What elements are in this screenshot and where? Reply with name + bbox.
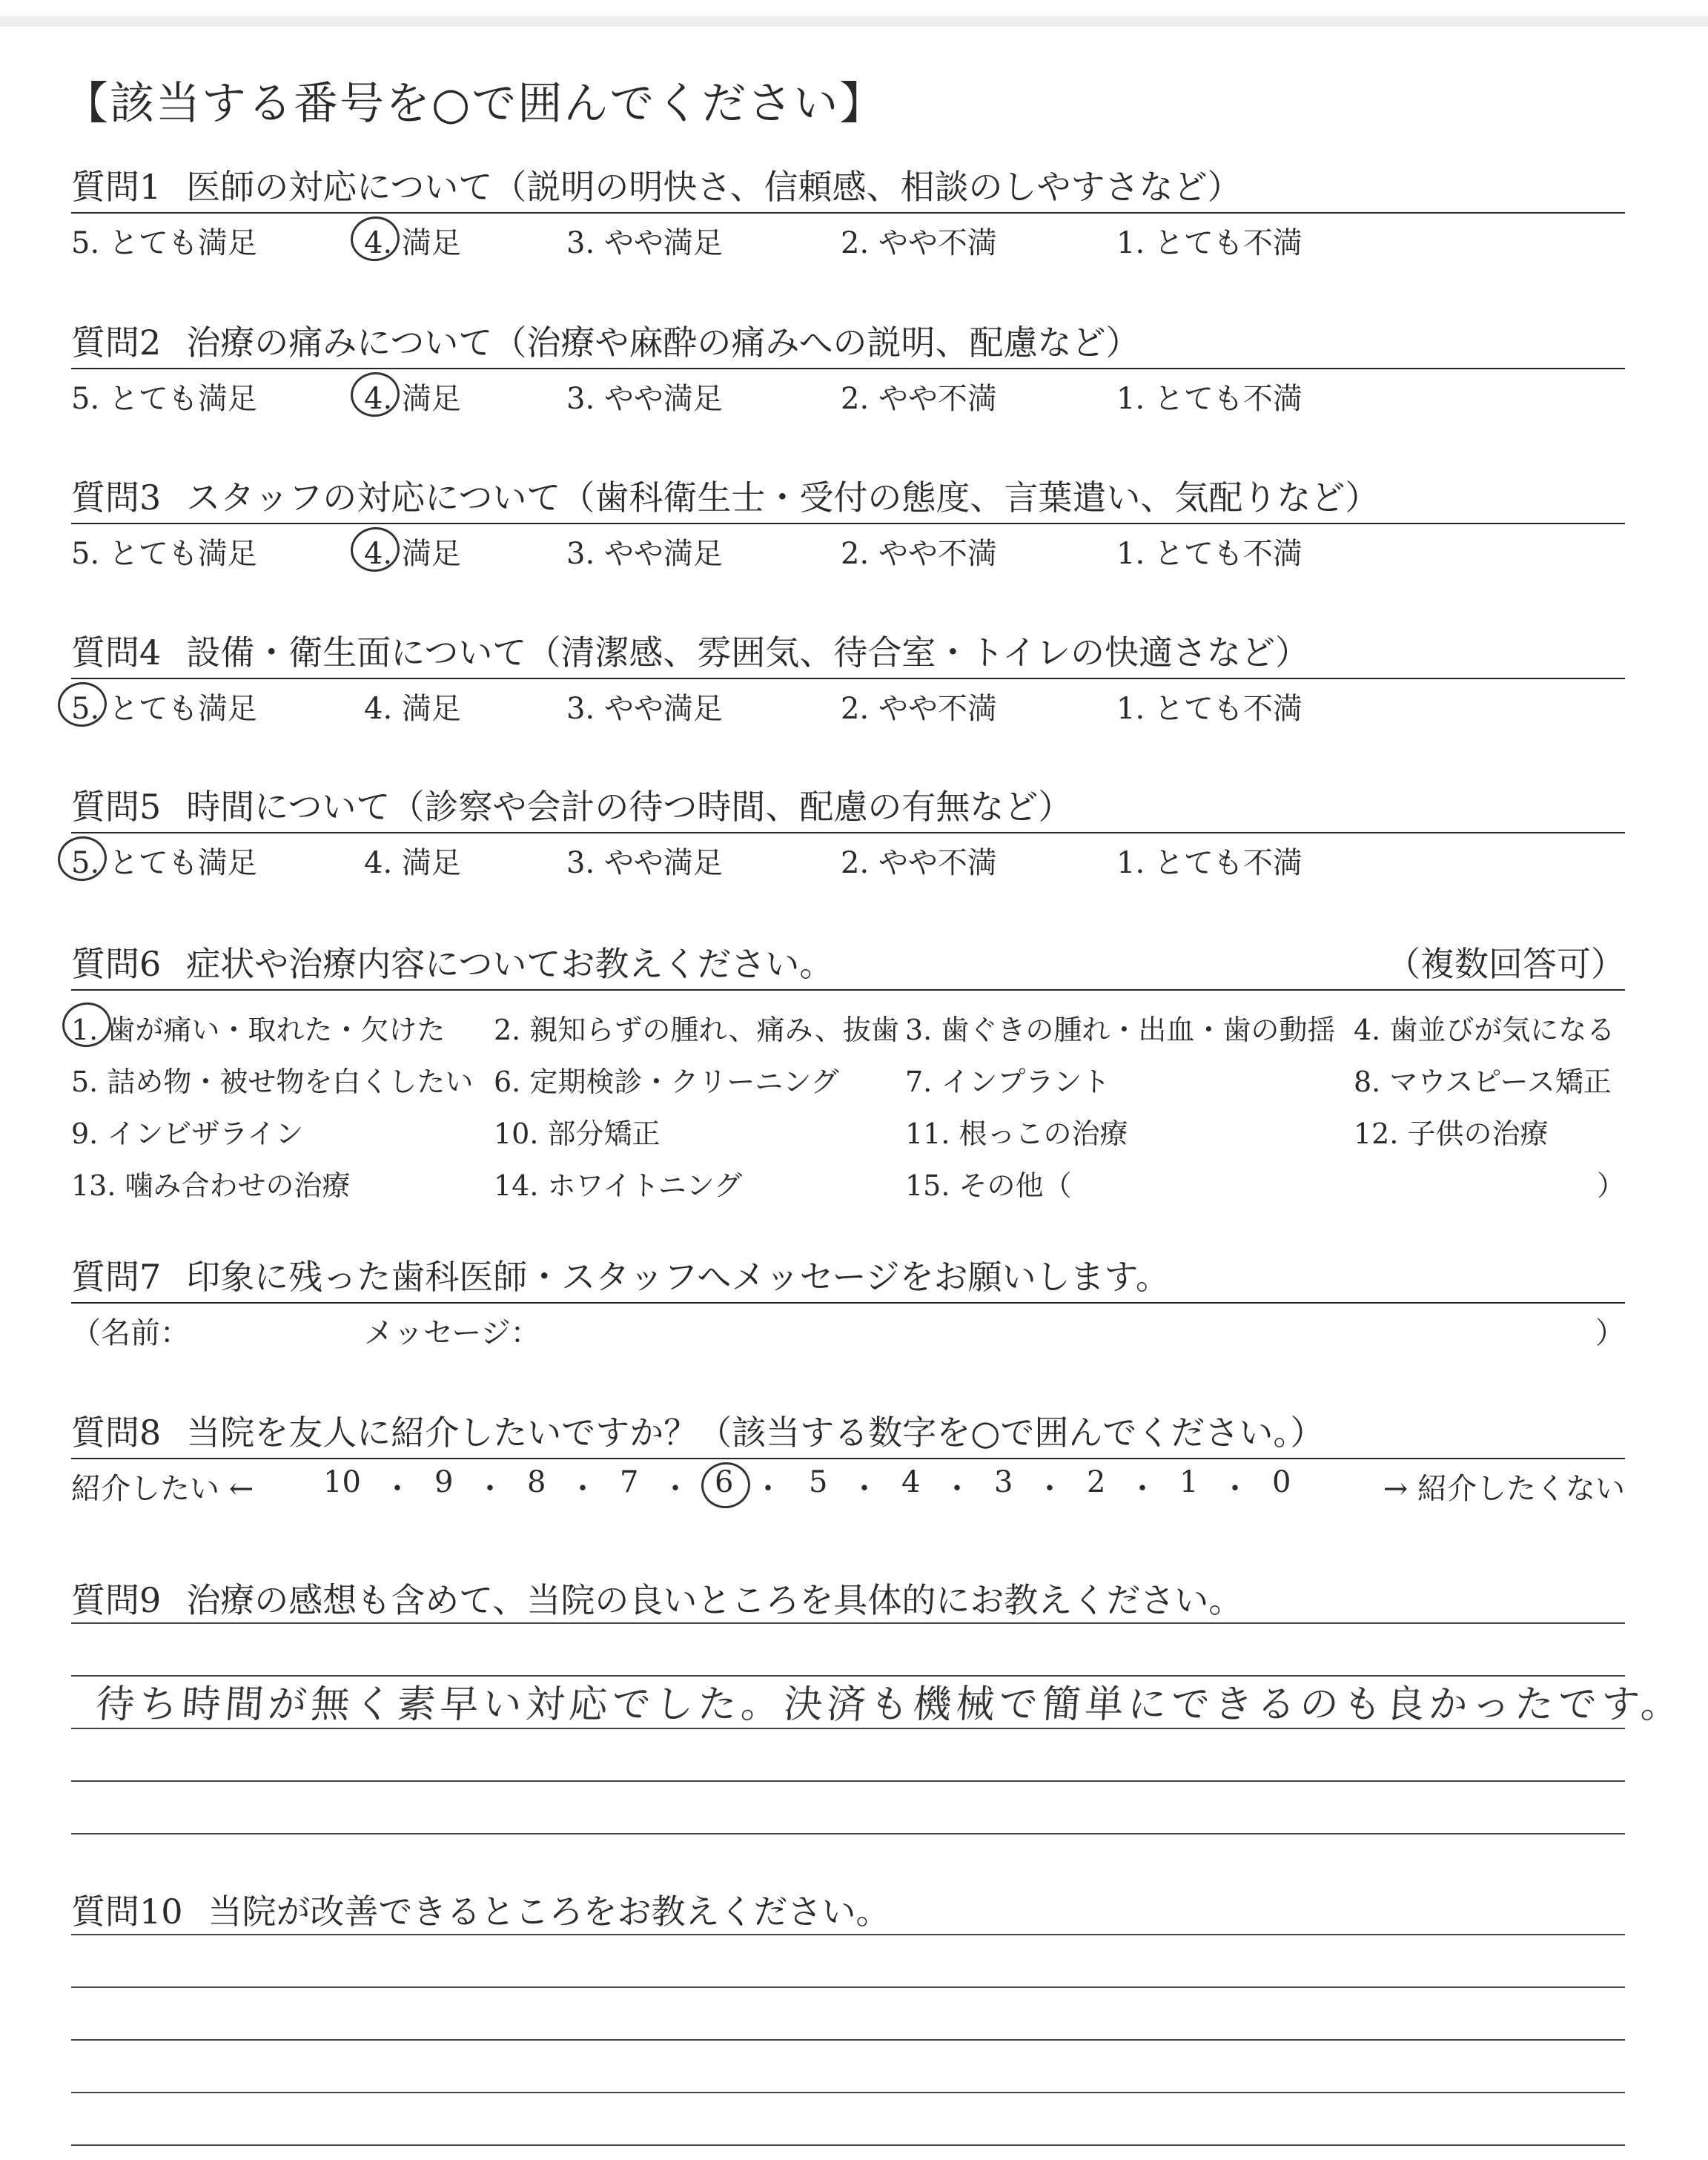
message-close-paren: ） bbox=[1595, 1316, 1625, 1350]
symptom-option-10[interactable]: 10. 部分矯正 bbox=[494, 1117, 661, 1150]
symptom-option-15[interactable]: 15. その他（ bbox=[905, 1169, 1072, 1202]
question-number: 質問3 bbox=[71, 478, 162, 518]
scale-dot: ・ bbox=[568, 1472, 598, 1506]
rating-2[interactable]: 2. やや不満 bbox=[841, 692, 997, 726]
symptom-option-14[interactable]: 14. ホワイトニング bbox=[494, 1169, 743, 1202]
question-number: 質問9 bbox=[71, 1580, 162, 1620]
not-recommend-label: → 紹介したくない bbox=[1383, 1472, 1625, 1506]
rating-2[interactable]: 2. やや不満 bbox=[841, 226, 997, 260]
question-number: 質問4 bbox=[71, 633, 162, 673]
answer-line bbox=[71, 1624, 1625, 1677]
scale-8[interactable]: 8 bbox=[527, 1465, 546, 1499]
question-10 bbox=[71, 1889, 1625, 2146]
scale-dot: ・ bbox=[1220, 1472, 1250, 1506]
scale-dot: ・ bbox=[383, 1472, 412, 1506]
symptom-option-2[interactable]: 2. 親知らずの腫れ、痛み、抜歯 bbox=[494, 1014, 899, 1046]
question-number: 質問7 bbox=[71, 1257, 162, 1297]
rating-1[interactable]: 1. とても不満 bbox=[1116, 692, 1302, 726]
question-number: 質問8 bbox=[71, 1413, 162, 1453]
rating-options bbox=[71, 369, 1625, 414]
scale-9[interactable]: 9 bbox=[434, 1465, 454, 1499]
question-text: 時間について（診察や会計の待つ時間、配慮の有無など） bbox=[186, 787, 1073, 827]
rating-1[interactable]: 1. とても不満 bbox=[1116, 846, 1302, 880]
scale-dot: ・ bbox=[753, 1472, 783, 1506]
symptom-option-8[interactable]: 8. マウスピース矯正 bbox=[1354, 1066, 1612, 1098]
answer-line bbox=[71, 1782, 1625, 1834]
scale-dot: ・ bbox=[1035, 1472, 1065, 1506]
question-text: 医師の対応について（説明の明快さ、信頼感、相談のしやすさなど） bbox=[186, 167, 1242, 207]
question-8 bbox=[71, 1410, 1625, 1511]
rating-options bbox=[71, 833, 1625, 878]
symptom-options bbox=[71, 991, 1625, 1202]
question-text: 印象に残った歯科医師・スタッフへメッセージをお願いします。 bbox=[186, 1257, 1170, 1297]
scale-3[interactable]: 3 bbox=[994, 1465, 1013, 1499]
scale-6[interactable]: 6 bbox=[715, 1465, 734, 1499]
question-text: 治療の痛みについて（治療や麻酔の痛みへの説明、配慮など） bbox=[186, 323, 1140, 363]
question-1 bbox=[71, 165, 1625, 258]
rating-2[interactable]: 2. やや不満 bbox=[841, 846, 997, 880]
rating-1[interactable]: 1. とても不満 bbox=[1116, 382, 1302, 416]
symptom-option-13[interactable]: 13. 噛み合わせの治療 bbox=[71, 1169, 351, 1202]
question-text: 当院が改善できるところをお教えください。 bbox=[208, 1892, 890, 1932]
rating-1[interactable]: 1. とても不満 bbox=[1116, 537, 1302, 571]
multiple-answers-note: （複数回答可） bbox=[1386, 944, 1625, 984]
symptom-option-11[interactable]: 11. 根っこの治療 bbox=[905, 1117, 1128, 1150]
rating-4[interactable]: 4. 満足 bbox=[364, 692, 461, 726]
scale-0[interactable]: 0 bbox=[1272, 1465, 1291, 1499]
rating-5[interactable]: 5. とても満足 bbox=[71, 382, 257, 416]
scale-dot: ・ bbox=[850, 1472, 879, 1506]
question-6 bbox=[71, 942, 1625, 1202]
symptom-option-9[interactable]: 9. インビザライン bbox=[71, 1117, 304, 1150]
question-text: スタッフの対応について（歯科衛生士・受付の態度、言葉遣い、気配りなど） bbox=[186, 478, 1380, 518]
question-5 bbox=[71, 785, 1625, 878]
question-number: 質問2 bbox=[71, 323, 162, 363]
symptom-option-5[interactable]: 5. 詰め物・被せ物を白くしたい bbox=[71, 1066, 474, 1098]
rating-3[interactable]: 3. やや満足 bbox=[566, 537, 723, 571]
question-number: 質問6 bbox=[71, 944, 162, 984]
question-text: 設備・衛生面について（清潔感、雰囲気、待合室・トイレの快適さなど） bbox=[186, 633, 1310, 673]
recommend-scale bbox=[71, 1459, 1625, 1511]
question-text: 症状や治療内容についてお教えください。 bbox=[186, 944, 834, 984]
question-number: 質問5 bbox=[71, 787, 162, 827]
rating-2[interactable]: 2. やや不満 bbox=[841, 382, 997, 416]
rating-3[interactable]: 3. やや満足 bbox=[566, 382, 723, 416]
scale-dot: ・ bbox=[1128, 1472, 1157, 1506]
question-text: 治療の感想も含めて、当院の良いところを具体的にお教えください。 bbox=[186, 1580, 1243, 1620]
rating-4[interactable]: 4. 満足 bbox=[364, 846, 461, 880]
symptom-option-4[interactable]: 4. 歯並びが気になる bbox=[1354, 1014, 1615, 1046]
scale-dot: ・ bbox=[661, 1472, 690, 1506]
answer-lines bbox=[71, 1934, 1625, 2146]
scale-2[interactable]: 2 bbox=[1087, 1465, 1106, 1499]
question-number: 質問1 bbox=[71, 167, 162, 207]
answer-line bbox=[71, 1988, 1625, 2041]
scan-edge bbox=[0, 16, 1708, 27]
symptom-option-1[interactable]: 1. 歯が痛い・取れた・欠けた bbox=[71, 1014, 446, 1046]
handwritten-answer[interactable]: 待ち時間が無く素早い対応でした。決済も機械で簡単にできるのも良かったです。 bbox=[94, 1682, 1686, 1727]
scale-5[interactable]: 5 bbox=[809, 1465, 828, 1499]
rating-3[interactable]: 3. やや満足 bbox=[566, 846, 723, 880]
scale-dot: ・ bbox=[475, 1472, 505, 1506]
selection-circle bbox=[698, 1459, 753, 1512]
symptom-option-12[interactable]: 12. 子供の治療 bbox=[1354, 1117, 1549, 1150]
rating-4[interactable]: 4. 満足 bbox=[364, 226, 461, 260]
rating-options bbox=[71, 679, 1625, 724]
answer-line bbox=[71, 1729, 1625, 1782]
question-3 bbox=[71, 475, 1625, 569]
symptom-option-7[interactable]: 7. インプラント bbox=[905, 1066, 1110, 1098]
rating-5[interactable]: 5. とても満足 bbox=[71, 846, 257, 880]
rating-2[interactable]: 2. やや不満 bbox=[841, 537, 997, 571]
question-4 bbox=[71, 630, 1625, 724]
answer-line bbox=[71, 1935, 1625, 1988]
scale-4[interactable]: 4 bbox=[901, 1465, 921, 1499]
message-row bbox=[71, 1304, 1625, 1351]
rating-1[interactable]: 1. とても不満 bbox=[1116, 226, 1302, 260]
scale-10[interactable]: 10 bbox=[323, 1465, 361, 1499]
rating-options bbox=[71, 214, 1625, 258]
question-number: 質問10 bbox=[71, 1892, 183, 1932]
other-close-paren: ） bbox=[1596, 1169, 1625, 1202]
rating-4[interactable]: 4. 満足 bbox=[364, 382, 461, 416]
scale-7[interactable]: 7 bbox=[620, 1465, 639, 1499]
rating-5[interactable]: 5. とても満足 bbox=[71, 537, 257, 571]
rating-5[interactable]: 5. とても満足 bbox=[71, 692, 257, 726]
answer-line bbox=[71, 2093, 1625, 2146]
rating-3[interactable]: 3. やや満足 bbox=[566, 226, 723, 260]
symptom-option-6[interactable]: 6. 定期検診・クリーニング bbox=[494, 1066, 839, 1098]
question-7 bbox=[71, 1255, 1625, 1351]
form-header: 【該当する番号を○で囲んでください】 bbox=[64, 78, 886, 130]
question-text: 当院を友人に紹介したいですか？（該当する数字を○で囲んでください。） bbox=[186, 1413, 1325, 1453]
rating-5[interactable]: 5. とても満足 bbox=[71, 226, 257, 260]
question-2 bbox=[71, 320, 1625, 414]
scale-dot: ・ bbox=[942, 1472, 972, 1506]
scale-1[interactable]: 1 bbox=[1179, 1465, 1199, 1499]
symptom-option-3[interactable]: 3. 歯ぐきの腫れ・出血・歯の動揺 bbox=[905, 1014, 1336, 1046]
message-label: メッセージ： bbox=[364, 1316, 540, 1350]
answer-lines bbox=[71, 1622, 1625, 1834]
rating-4[interactable]: 4. 満足 bbox=[364, 537, 461, 571]
rating-options bbox=[71, 524, 1625, 569]
answer-line bbox=[71, 2041, 1625, 2093]
rating-3[interactable]: 3. やや満足 bbox=[566, 692, 723, 726]
recommend-label: 紹介したい ← bbox=[71, 1472, 254, 1506]
name-label: （名前： bbox=[71, 1316, 190, 1350]
